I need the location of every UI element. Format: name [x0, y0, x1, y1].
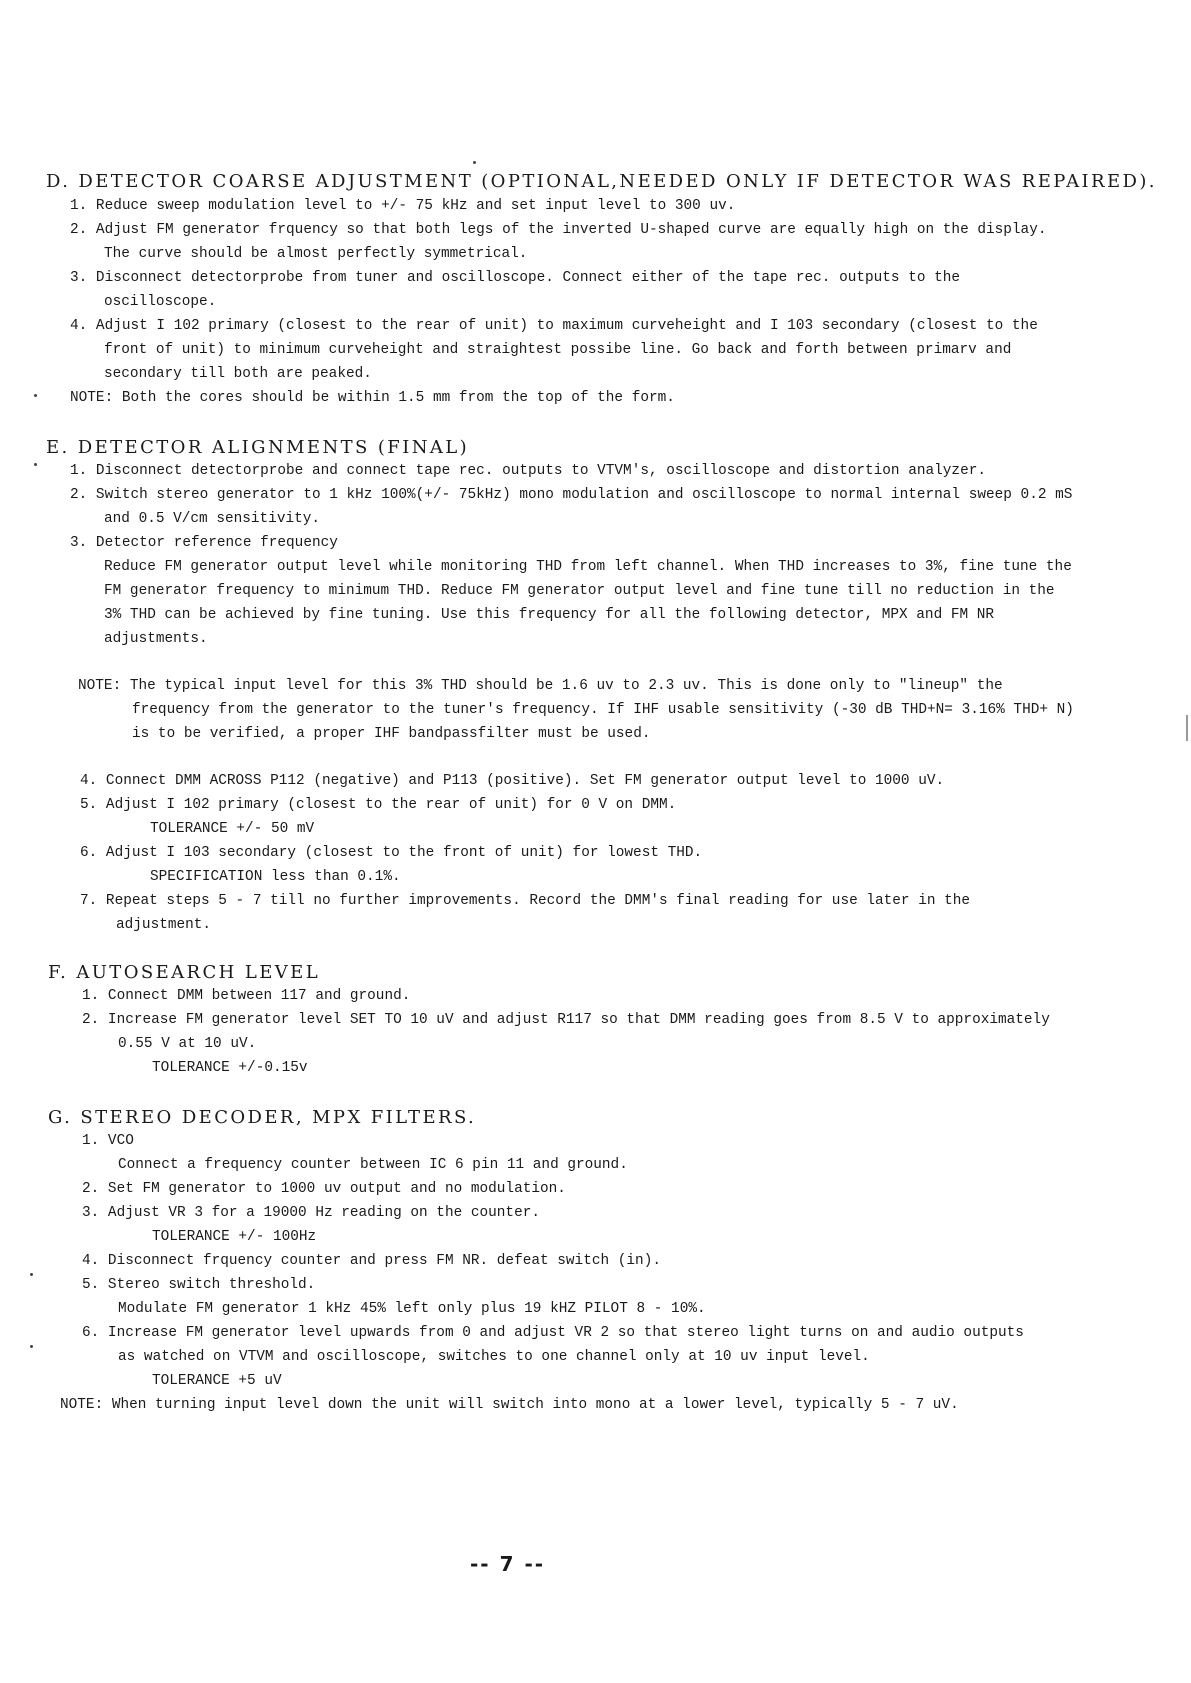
section-d-note: NOTE: Both the cores should be within 1.5 mm from the top of the form. — [70, 389, 675, 406]
scan-speck — [34, 394, 37, 397]
scan-edge-mark — [1186, 715, 1188, 741]
section-e-step-3-text-1: Reduce FM generator output level while monitoring THD from left channel. When THD increases to 3%, fine tune the — [104, 558, 1072, 575]
section-e-note: NOTE: The typical input level for this 3% THD should be 1.6 uv to 2.3 uv. This is done only to "lineup" the — [78, 677, 1003, 694]
section-e-step-1: 1. Disconnect detectorprobe and connect tape rec. outputs to VTVM's, oscilloscope and distortion analyzer. — [70, 462, 986, 479]
section-e-step-5: 5. Adjust I 102 primary (closest to the rear of unit) for 0 V on DMM. — [80, 796, 677, 813]
section-e-step-3-text-2: FM generator frequency to minimum THD. Reduce FM generator output level and fine tune till no reduction in the — [104, 582, 1055, 599]
section-g-step-6: 6. Increase FM generator level upwards from 0 and adjust VR 2 so that stereo light turns on and audio outputs — [82, 1324, 1024, 1341]
section-g-step-3: 3. Adjust VR 3 for a 19000 Hz reading on the counter. — [82, 1204, 540, 1221]
section-e-step-2-cont: and 0.5 V/cm sensitivity. — [104, 510, 321, 527]
section-d-step-4: 4. Adjust I 102 primary (closest to the rear of unit) to maximum curveheight and I 103 secondary (closest to the — [70, 317, 1038, 334]
section-g-heading: G. STEREO DECODER, MPX FILTERS. — [48, 1107, 477, 1128]
section-d-step-3-cont: oscilloscope. — [104, 293, 217, 310]
section-e-heading: E. DETECTOR ALIGNMENTS (FINAL) — [46, 437, 470, 458]
section-e-step-7: 7. Repeat steps 5 - 7 till no further improvements. Record the DMM's final reading for use later in the — [80, 892, 971, 909]
section-e-step-6-spec: SPECIFICATION less than 0.1%. — [150, 868, 401, 885]
section-e-note-cont-2: is to be verified, a proper IHF bandpassfilter must be used. — [132, 725, 651, 742]
section-f-step-1: 1. Connect DMM between 117 and ground. — [82, 987, 411, 1004]
section-f-step-2-cont: 0.55 V at 10 uV. — [118, 1035, 257, 1052]
section-f-heading: F. AUTOSEARCH LEVEL — [48, 962, 321, 983]
section-g-step-3-tolerance: TOLERANCE +/- 100Hz — [152, 1228, 317, 1245]
section-d-step-4-cont-2: secondary till both are peaked. — [104, 365, 372, 382]
section-d-step-2: 2. Adjust FM generator frquency so that both legs of the inverted U-shaped curve are equally high on the display. — [70, 221, 1047, 238]
section-f-step-2: 2. Increase FM generator level SET TO 10 uV and adjust R117 so that DMM reading goes from 8.5 V to approximately — [82, 1011, 1050, 1028]
section-d-step-1: 1. Reduce sweep modulation level to +/- 75 kHz and set input level to 300 uv. — [70, 197, 736, 214]
section-g-step-1: 1. VCO — [82, 1132, 134, 1149]
scan-speck — [30, 1273, 33, 1276]
section-f-step-2-tolerance: TOLERANCE +/-0.15v — [152, 1059, 308, 1076]
section-e-step-7-cont: adjustment. — [116, 916, 212, 933]
scan-speck — [30, 1345, 33, 1348]
section-g-step-5-text: Modulate FM generator 1 kHz 45% left only plus 19 kHZ PILOT 8 - 10%. — [118, 1300, 706, 1317]
scan-speck — [473, 161, 476, 164]
section-g-note: NOTE: When turning input level down the unit will switch into mono at a lower level, typically 5 - 7 uV. — [60, 1396, 959, 1413]
section-g-step-2: 2. Set FM generator to 1000 uv output and no modulation. — [82, 1180, 566, 1197]
section-g-step-6-tolerance: TOLERANCE +5 uV — [152, 1372, 282, 1389]
section-g-step-6-cont: as watched on VTVM and oscilloscope, switches to one channel only at 10 uv input level. — [118, 1348, 870, 1365]
section-g-step-1-text: Connect a frequency counter between IC 6 pin 11 and ground. — [118, 1156, 628, 1173]
section-g-step-5: 5. Stereo switch threshold. — [82, 1276, 316, 1293]
section-d-step-2-cont: The curve should be almost perfectly symmetrical. — [104, 245, 528, 262]
section-e-note-cont-1: frequency from the generator to the tuner's frequency. If IHF usable sensitivity (-30 dB THD+N= 3.16% THD+ N) — [132, 701, 1074, 718]
section-e-step-5-tolerance: TOLERANCE +/- 50 mV — [150, 820, 315, 837]
section-e-step-2: 2. Switch stereo generator to 1 kHz 100%(+/- 75kHz) mono modulation and oscilloscope to normal internal sweep 0.2 mS — [70, 486, 1073, 503]
section-e-step-3-text-3: 3% THD can be achieved by fine tuning. Use this frequency for all the following detector, MPX and FM NR — [104, 606, 995, 623]
section-e-step-6: 6. Adjust I 103 secondary (closest to the front of unit) for lowest THD. — [80, 844, 703, 861]
page-number: -- 7 -- — [470, 1552, 546, 1576]
section-d-step-4-cont-1: front of unit) to minimum curveheight and straightest possibe line. Go back and forth between primarv and — [104, 341, 1012, 358]
section-e-step-4: 4. Connect DMM ACROSS P112 (negative) and P113 (positive). Set FM generator output level to 1000 uV. — [80, 772, 945, 789]
section-e-step-3: 3. Detector reference frequency — [70, 534, 338, 551]
section-d-heading: D. DETECTOR COARSE ADJUSTMENT (OPTIONAL,NEEDED ONLY IF DETECTOR WAS REPAIRED). — [46, 171, 1157, 192]
scan-speck — [34, 463, 37, 466]
section-d-step-3: 3. Disconnect detectorprobe from tuner and oscilloscope. Connect either of the tape rec. outputs to the — [70, 269, 961, 286]
section-g-step-4: 4. Disconnect frquency counter and press FM NR. defeat switch (in). — [82, 1252, 661, 1269]
section-e-step-3-text-4: adjustments. — [104, 630, 208, 647]
